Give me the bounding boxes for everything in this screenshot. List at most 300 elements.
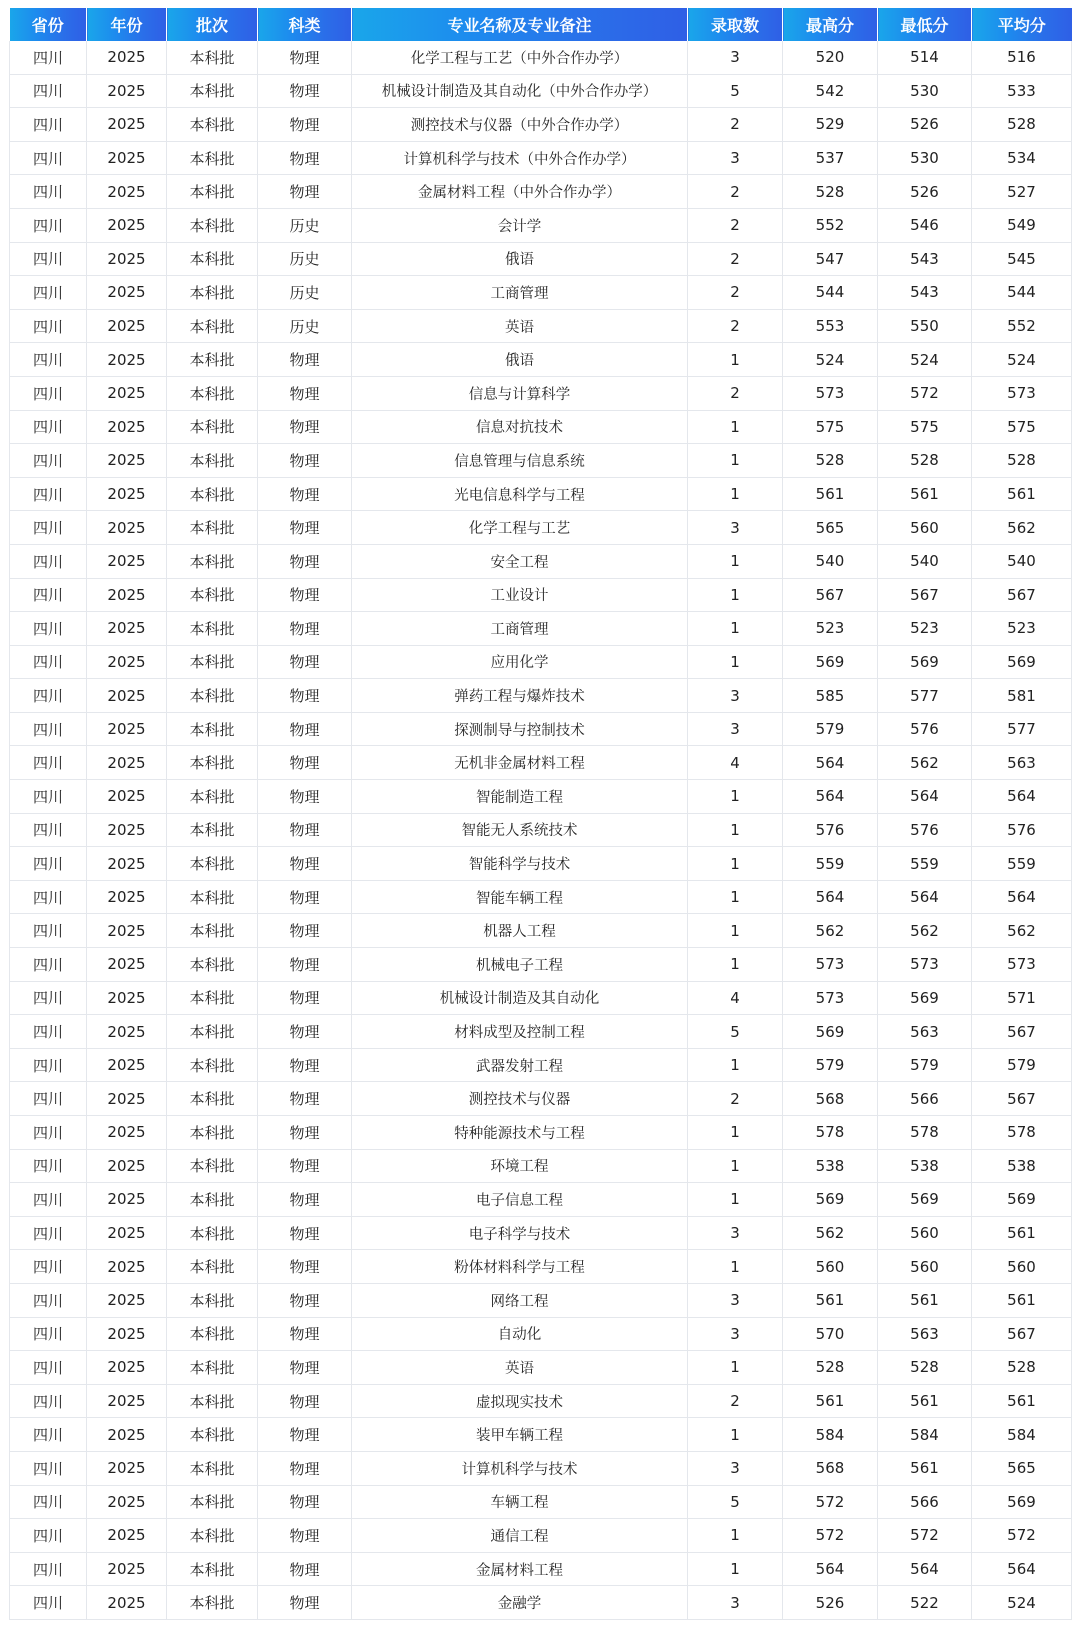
cell-province: 四川 [10,712,87,746]
cell-min-score: 514 [878,41,972,74]
cell-year: 2025 [87,813,167,847]
cell-batch: 本科批 [167,1250,258,1284]
cell-max-score: 561 [783,1384,878,1418]
cell-subject-category: 物理 [258,1586,352,1620]
cell-major-name: 俄语 [352,343,688,377]
cell-batch: 本科批 [167,544,258,578]
cell-min-score: 562 [878,746,972,780]
cell-subject-category: 物理 [258,1552,352,1586]
cell-max-score: 569 [783,1183,878,1217]
cell-max-score: 573 [783,948,878,982]
cell-subject-category: 物理 [258,41,352,74]
table-row [10,1216,1072,1250]
cell-subject-category: 物理 [258,1485,352,1519]
cell-province: 四川 [10,141,87,175]
cell-province: 四川 [10,780,87,814]
cell-max-score: 564 [783,880,878,914]
cell-admitted-count: 1 [688,780,783,814]
cell-major-name: 探测制导与控制技术 [352,712,688,746]
table-row [10,612,1072,646]
cell-min-score: 572 [878,376,972,410]
cell-min-score: 530 [878,141,972,175]
table-row [10,41,1072,74]
cell-admitted-count: 1 [688,1418,783,1452]
cell-subject-category: 物理 [258,376,352,410]
cell-major-name: 会计学 [352,208,688,242]
cell-batch: 本科批 [167,74,258,108]
cell-avg-score: 572 [972,1519,1072,1553]
header-row [10,8,1072,41]
table-row [10,141,1072,175]
cell-province: 四川 [10,242,87,276]
cell-admitted-count: 2 [688,1082,783,1116]
cell-batch: 本科批 [167,108,258,142]
cell-province: 四川 [10,1216,87,1250]
cell-min-score: 561 [878,1384,972,1418]
cell-province: 四川 [10,343,87,377]
cell-year: 2025 [87,1015,167,1049]
table-row [10,175,1072,209]
cell-batch: 本科批 [167,309,258,343]
cell-avg-score: 562 [972,511,1072,545]
cell-avg-score: 560 [972,1250,1072,1284]
cell-year: 2025 [87,914,167,948]
cell-max-score: 564 [783,780,878,814]
cell-min-score: 566 [878,1485,972,1519]
cell-subject-category: 物理 [258,712,352,746]
cell-admitted-count: 5 [688,1015,783,1049]
cell-avg-score: 561 [972,1384,1072,1418]
table-row [10,1048,1072,1082]
cell-batch: 本科批 [167,712,258,746]
cell-subject-category: 物理 [258,645,352,679]
cell-admitted-count: 1 [688,645,783,679]
cell-max-score: 524 [783,343,878,377]
cell-major-name: 智能车辆工程 [352,880,688,914]
table-row [10,74,1072,108]
cell-year: 2025 [87,981,167,1015]
header-subject-category: 科类 [258,8,352,41]
table-row [10,1418,1072,1452]
cell-admitted-count: 5 [688,74,783,108]
cell-batch: 本科批 [167,276,258,310]
table-row [10,813,1072,847]
cell-major-name: 英语 [352,1351,688,1385]
cell-max-score: 561 [783,477,878,511]
cell-province: 四川 [10,1351,87,1385]
cell-major-name: 安全工程 [352,544,688,578]
cell-major-name: 光电信息科学与工程 [352,477,688,511]
cell-major-name: 工商管理 [352,276,688,310]
table-row [10,712,1072,746]
header-min-score: 最低分 [878,8,972,41]
cell-batch: 本科批 [167,343,258,377]
cell-min-score: 575 [878,410,972,444]
table-row [10,1519,1072,1553]
cell-year: 2025 [87,1082,167,1116]
cell-province: 四川 [10,1451,87,1485]
cell-batch: 本科批 [167,1586,258,1620]
cell-major-name: 机器人工程 [352,914,688,948]
cell-min-score: 528 [878,444,972,478]
cell-avg-score: 564 [972,880,1072,914]
cell-major-name: 金融学 [352,1586,688,1620]
cell-batch: 本科批 [167,1283,258,1317]
cell-avg-score: 540 [972,544,1072,578]
cell-avg-score: 516 [972,41,1072,74]
cell-batch: 本科批 [167,1183,258,1217]
cell-avg-score: 567 [972,1015,1072,1049]
cell-major-name: 特种能源技术与工程 [352,1116,688,1150]
cell-province: 四川 [10,645,87,679]
cell-subject-category: 物理 [258,544,352,578]
cell-avg-score: 567 [972,1317,1072,1351]
cell-min-score: 563 [878,1317,972,1351]
table-row [10,981,1072,1015]
cell-admitted-count: 3 [688,712,783,746]
cell-subject-category: 物理 [258,108,352,142]
cell-major-name: 智能制造工程 [352,780,688,814]
table-row [10,1283,1072,1317]
header-batch: 批次 [167,8,258,41]
cell-admitted-count: 1 [688,847,783,881]
cell-year: 2025 [87,1183,167,1217]
cell-min-score: 543 [878,242,972,276]
table-row [10,914,1072,948]
cell-year: 2025 [87,376,167,410]
cell-min-score: 526 [878,175,972,209]
cell-major-name: 机械设计制造及其自动化（中外合作办学） [352,74,688,108]
cell-province: 四川 [10,746,87,780]
header-admitted-count: 录取数 [688,8,783,41]
cell-year: 2025 [87,679,167,713]
cell-avg-score: 571 [972,981,1072,1015]
cell-major-name: 信息与计算科学 [352,376,688,410]
cell-batch: 本科批 [167,1351,258,1385]
cell-batch: 本科批 [167,444,258,478]
table-row [10,108,1072,142]
table-row [10,1485,1072,1519]
cell-admitted-count: 1 [688,1552,783,1586]
cell-year: 2025 [87,746,167,780]
cell-province: 四川 [10,981,87,1015]
cell-major-name: 工业设计 [352,578,688,612]
cell-batch: 本科批 [167,679,258,713]
cell-subject-category: 物理 [258,981,352,1015]
cell-batch: 本科批 [167,511,258,545]
cell-min-score: 540 [878,544,972,578]
table-row [10,1384,1072,1418]
cell-max-score: 569 [783,645,878,679]
cell-major-name: 环境工程 [352,1149,688,1183]
cell-max-score: 528 [783,1351,878,1385]
cell-batch: 本科批 [167,948,258,982]
cell-province: 四川 [10,914,87,948]
cell-year: 2025 [87,309,167,343]
cell-admitted-count: 1 [688,1116,783,1150]
cell-province: 四川 [10,612,87,646]
cell-min-score: 560 [878,1216,972,1250]
cell-avg-score: 573 [972,376,1072,410]
cell-province: 四川 [10,1250,87,1284]
cell-admitted-count: 1 [688,1048,783,1082]
cell-avg-score: 569 [972,1183,1072,1217]
cell-max-score: 544 [783,276,878,310]
cell-major-name: 机械设计制造及其自动化 [352,981,688,1015]
cell-subject-category: 物理 [258,1216,352,1250]
cell-subject-category: 物理 [258,1519,352,1553]
cell-batch: 本科批 [167,914,258,948]
cell-year: 2025 [87,410,167,444]
cell-min-score: 522 [878,1586,972,1620]
header-year: 年份 [87,8,167,41]
cell-admitted-count: 1 [688,914,783,948]
cell-subject-category: 物理 [258,948,352,982]
table-row [10,1317,1072,1351]
cell-subject-category: 物理 [258,1250,352,1284]
cell-subject-category: 物理 [258,410,352,444]
cell-major-name: 应用化学 [352,645,688,679]
cell-batch: 本科批 [167,847,258,881]
cell-province: 四川 [10,276,87,310]
cell-max-score: 573 [783,981,878,1015]
cell-year: 2025 [87,1048,167,1082]
cell-province: 四川 [10,1519,87,1553]
cell-min-score: 567 [878,578,972,612]
cell-max-score: 568 [783,1451,878,1485]
cell-max-score: 564 [783,1552,878,1586]
cell-max-score: 553 [783,309,878,343]
cell-province: 四川 [10,41,87,74]
cell-avg-score: 528 [972,1351,1072,1385]
cell-admitted-count: 2 [688,208,783,242]
cell-avg-score: 569 [972,1485,1072,1519]
cell-avg-score: 578 [972,1116,1072,1150]
cell-admitted-count: 3 [688,1586,783,1620]
cell-major-name: 武器发射工程 [352,1048,688,1082]
cell-avg-score: 545 [972,242,1072,276]
table-row [10,780,1072,814]
cell-admitted-count: 4 [688,981,783,1015]
cell-max-score: 559 [783,847,878,881]
cell-batch: 本科批 [167,1317,258,1351]
cell-admitted-count: 3 [688,41,783,74]
cell-min-score: 569 [878,645,972,679]
cell-min-score: 560 [878,1250,972,1284]
cell-major-name: 测控技术与仪器（中外合作办学） [352,108,688,142]
cell-min-score: 573 [878,948,972,982]
cell-admitted-count: 1 [688,544,783,578]
cell-avg-score: 576 [972,813,1072,847]
cell-province: 四川 [10,1149,87,1183]
cell-province: 四川 [10,1384,87,1418]
admission-table-container [9,8,1071,1620]
cell-max-score: 579 [783,712,878,746]
cell-batch: 本科批 [167,410,258,444]
cell-subject-category: 物理 [258,1418,352,1452]
cell-subject-category: 物理 [258,477,352,511]
cell-max-score: 567 [783,578,878,612]
cell-subject-category: 物理 [258,1317,352,1351]
table-row [10,1451,1072,1485]
cell-year: 2025 [87,1519,167,1553]
cell-admitted-count: 2 [688,108,783,142]
table-row [10,444,1072,478]
table-row [10,309,1072,343]
cell-admitted-count: 2 [688,1384,783,1418]
cell-max-score: 569 [783,1015,878,1049]
cell-year: 2025 [87,477,167,511]
cell-avg-score: 523 [972,612,1072,646]
cell-avg-score: 567 [972,1082,1072,1116]
cell-major-name: 装甲车辆工程 [352,1418,688,1452]
cell-year: 2025 [87,948,167,982]
cell-max-score: 562 [783,914,878,948]
cell-major-name: 金属材料工程（中外合作办学） [352,175,688,209]
cell-province: 四川 [10,813,87,847]
cell-subject-category: 物理 [258,679,352,713]
cell-avg-score: 573 [972,948,1072,982]
cell-major-name: 智能科学与技术 [352,847,688,881]
cell-avg-score: 564 [972,780,1072,814]
cell-province: 四川 [10,175,87,209]
cell-province: 四川 [10,880,87,914]
cell-major-name: 信息对抗技术 [352,410,688,444]
cell-batch: 本科批 [167,780,258,814]
cell-batch: 本科批 [167,41,258,74]
table-row [10,847,1072,881]
cell-subject-category: 历史 [258,208,352,242]
cell-year: 2025 [87,511,167,545]
cell-min-score: 578 [878,1116,972,1150]
cell-max-score: 537 [783,141,878,175]
cell-admitted-count: 1 [688,813,783,847]
cell-avg-score: 579 [972,1048,1072,1082]
cell-avg-score: 538 [972,1149,1072,1183]
cell-max-score: 526 [783,1586,878,1620]
cell-major-name: 测控技术与仪器 [352,1082,688,1116]
cell-subject-category: 物理 [258,511,352,545]
cell-major-name: 材料成型及控制工程 [352,1015,688,1049]
cell-year: 2025 [87,645,167,679]
cell-admitted-count: 2 [688,309,783,343]
cell-major-name: 机械电子工程 [352,948,688,982]
cell-subject-category: 物理 [258,343,352,377]
cell-batch: 本科批 [167,1149,258,1183]
cell-province: 四川 [10,1552,87,1586]
cell-year: 2025 [87,1250,167,1284]
table-row [10,1015,1072,1049]
cell-subject-category: 历史 [258,242,352,276]
cell-major-name: 英语 [352,309,688,343]
cell-avg-score: 577 [972,712,1072,746]
table-row [10,880,1072,914]
cell-admitted-count: 5 [688,1485,783,1519]
table-row [10,544,1072,578]
cell-major-name: 电子信息工程 [352,1183,688,1217]
cell-avg-score: 528 [972,444,1072,478]
cell-min-score: 576 [878,712,972,746]
cell-year: 2025 [87,1149,167,1183]
cell-avg-score: 524 [972,343,1072,377]
cell-province: 四川 [10,1418,87,1452]
admission-scores-table [9,8,1072,1620]
cell-admitted-count: 3 [688,1283,783,1317]
cell-batch: 本科批 [167,612,258,646]
cell-admitted-count: 1 [688,410,783,444]
cell-major-name: 工商管理 [352,612,688,646]
cell-max-score: 523 [783,612,878,646]
cell-avg-score: 562 [972,914,1072,948]
cell-province: 四川 [10,1116,87,1150]
cell-min-score: 546 [878,208,972,242]
cell-year: 2025 [87,847,167,881]
table-row [10,242,1072,276]
cell-year: 2025 [87,1384,167,1418]
cell-year: 2025 [87,1283,167,1317]
cell-year: 2025 [87,141,167,175]
cell-subject-category: 历史 [258,309,352,343]
cell-avg-score: 567 [972,578,1072,612]
cell-batch: 本科批 [167,1015,258,1049]
cell-subject-category: 物理 [258,1183,352,1217]
cell-admitted-count: 1 [688,477,783,511]
table-row [10,948,1072,982]
cell-max-score: 579 [783,1048,878,1082]
cell-subject-category: 物理 [258,1351,352,1385]
cell-subject-category: 物理 [258,175,352,209]
cell-avg-score: 533 [972,74,1072,108]
cell-province: 四川 [10,74,87,108]
cell-province: 四川 [10,1183,87,1217]
cell-min-score: 559 [878,847,972,881]
cell-subject-category: 物理 [258,780,352,814]
cell-max-score: 575 [783,410,878,444]
cell-admitted-count: 1 [688,1149,783,1183]
cell-batch: 本科批 [167,746,258,780]
cell-max-score: 540 [783,544,878,578]
cell-year: 2025 [87,1451,167,1485]
cell-subject-category: 物理 [258,1048,352,1082]
cell-admitted-count: 2 [688,242,783,276]
cell-min-score: 550 [878,309,972,343]
cell-admitted-count: 3 [688,1216,783,1250]
table-row [10,578,1072,612]
cell-subject-category: 物理 [258,1082,352,1116]
cell-max-score: 552 [783,208,878,242]
cell-min-score: 564 [878,780,972,814]
cell-admitted-count: 1 [688,343,783,377]
cell-max-score: 565 [783,511,878,545]
cell-subject-category: 物理 [258,141,352,175]
cell-min-score: 543 [878,276,972,310]
cell-major-name: 自动化 [352,1317,688,1351]
cell-subject-category: 物理 [258,1116,352,1150]
cell-min-score: 563 [878,1015,972,1049]
cell-province: 四川 [10,578,87,612]
cell-province: 四川 [10,477,87,511]
cell-max-score: 528 [783,175,878,209]
table-row [10,645,1072,679]
cell-major-name: 化学工程与工艺（中外合作办学） [352,41,688,74]
cell-max-score: 578 [783,1116,878,1150]
cell-subject-category: 物理 [258,1283,352,1317]
cell-subject-category: 物理 [258,1451,352,1485]
cell-subject-category: 物理 [258,746,352,780]
cell-province: 四川 [10,108,87,142]
cell-batch: 本科批 [167,1485,258,1519]
cell-year: 2025 [87,780,167,814]
